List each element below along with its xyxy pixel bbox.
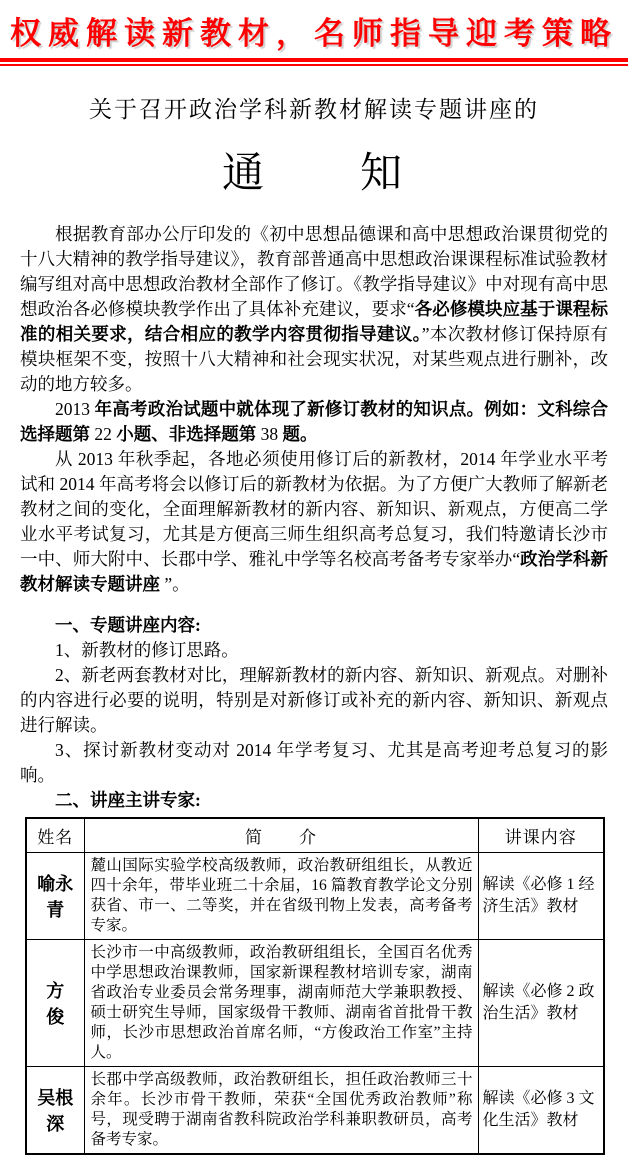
paragraph-invitation [20, 447, 608, 597]
p2-year: 2013 [55, 399, 95, 419]
p2-bold-1: 年高考政治试题中就体现了新修订教材的知识点。例如：文科综合选择题第 [20, 399, 609, 444]
p2-bold-3: 题。 [282, 424, 318, 444]
experts-table-header-row [26, 818, 604, 853]
expert-name: 方 俊 [26, 940, 84, 1067]
document-body [20, 222, 608, 813]
banner-double-rule [0, 58, 628, 66]
table-row [26, 1067, 604, 1155]
header-intro: 简 介 [84, 818, 478, 853]
header-content: 讲课内容 [478, 818, 604, 853]
p2-num-2: 38 [260, 424, 283, 444]
table-row [26, 940, 604, 1067]
document-title-notice: 通 知 [221, 151, 406, 197]
expert-intro: 长沙市一中高级教师，政治教研组组长，全国百名优秀中学思想政治课教师，国家新课程教材培训专家，湖南省政治专业委员会常务理事，湖南师范大学兼职教授、硕士研究生导师，国家级骨干教师、湖南省首批骨干教师，长沙市思想政治首席名师，“方俊政治工作室”主持人。 [84, 940, 478, 1067]
paragraph-background-text: 根据教育部办公厅印发的《初中思想品德课和高中思想政治课贯彻党的十八大精神的教学指导建议》，教育部普通高中思想政治课课程标准试验教材编写组对高中思想政治教材全部作了修订。《教学指导建议》中对现有高中思想政治各必修模块教学作出了具体补充建议，要求“ [20, 224, 608, 319]
p2-bold-2: 小题、非选择题第 [116, 424, 261, 444]
section1-heading: 一、专题讲座内容: [55, 615, 201, 635]
expert-lecture-content: 解读《必修 2 政治生活》教材 [478, 940, 604, 1067]
expert-intro: 麓山国际实验学校高级教师，政治教研组组长，从教近四十余年，带毕业班二十余届，16 篇教育教学论文分别获省、市一、二等奖，并在省级刊物上发表，高考备考专家。 [84, 853, 478, 940]
section1-item-2: 2、新老两套教材对比，理解新教材的新内容、新知识、新观点。对删补的内容进行必要的说明，特别是对新修订或补充的新内容、新知识、新观点进行解读。 [20, 665, 608, 735]
section2-heading: 二、讲座主讲专家: [55, 790, 201, 810]
experts-table [25, 817, 605, 1155]
expert-intro: 长郡中学高级教师，政治教研组长，担任政治教师三十余年。长沙市骨干教师，荣获“全国优秀政治教师”称号，现受聘于湖南省教科院政治学科兼职教研员，高考备考专家。 [84, 1067, 478, 1155]
expert-lecture-content: 解读《必修 1 经济生活》教材 [478, 853, 604, 940]
expert-name: 吴根深 [26, 1067, 84, 1155]
section1-item-3: 3、探讨新教材变动对 2014 年学考复习、尤其是高考迎考总复习的影响。 [20, 740, 608, 785]
p2-num-1: 22 [94, 424, 117, 444]
header-name: 姓名 [26, 818, 84, 853]
expert-name: 喻永青 [26, 853, 84, 940]
banner-slogan: 权威解读新教材，名师指导迎考策略 [10, 16, 618, 51]
expert-lecture-content: 解读《必修 3 文化生活》教材 [478, 1067, 604, 1155]
paragraph-invitation-tail: ”。 [160, 574, 190, 594]
document-subject: 关于召开政治学科新教材解读专题讲座的 [89, 97, 539, 122]
paragraph-invitation-text: 从 2013 年秋季起，各地必须使用修订后的新教材，2014 年学业水平考试和 2014 年高考将会以修订后的新教材为依据。为了方便广大教师了解新老教材之间的变化，全面理解新教材的新内容、新知识、新观点，方便高二学业水平考试复习，尤其是方便高三师生组织高考总复习，我们特邀请长沙市一中、师大附中、长郡中学、雅礼中学等名校高考备考专家举办“ [20, 449, 608, 569]
table-row [26, 853, 604, 940]
paragraph-background-quote: 各必修模块应基于课程标准的相关要求，结合相应的教学内容贯彻指导建议。 [20, 299, 608, 344]
paragraph-background [20, 222, 608, 397]
notice-document [0, 14, 628, 1148]
paragraph-invitation-lecture-name: 政治学科新教材解读专题讲座 [20, 549, 609, 594]
section1-item-1: 1、新教材的修订思路。 [55, 640, 239, 660]
paragraph-background-tail: ”本次教材修订保持原有模块框架不变，按照十八大精神和社会现实状况，对某些观点进行删补，改动的地方较多。 [20, 324, 608, 394]
paragraph-exam-points [20, 397, 608, 447]
